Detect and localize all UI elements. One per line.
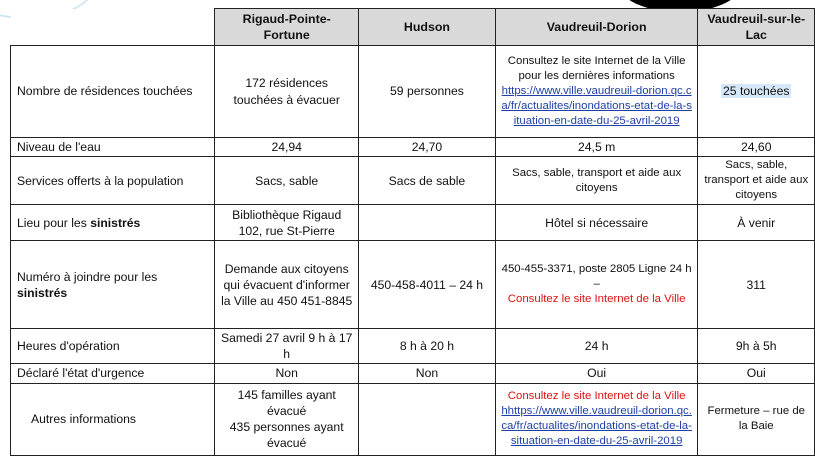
rigaud-autres-line2: 435 personnes ayant évacué [229, 420, 344, 451]
row-label-niveau: Niveau de l'eau [11, 138, 215, 157]
cell-vd-numero [495, 241, 698, 329]
cell-vsl-heures: 9h à 5h [698, 329, 815, 364]
lieu-label-bold: sinistrés [90, 215, 141, 230]
cell-vsl-niveau: 24,60 [698, 138, 815, 157]
header-rigaud: Rigaud-Pointe-Fortune [215, 9, 359, 46]
row-label-urgence: Déclaré l'état d'urgence [11, 364, 215, 383]
cell-rigaud-services: Sacs, sable [215, 157, 359, 205]
cell-vd-residences [495, 46, 698, 138]
row-services [11, 157, 815, 205]
cell-vd-services: Sacs, sable, transport et aide aux citoyens [495, 157, 698, 205]
cell-hudson-niveau: 24,70 [359, 138, 496, 157]
numero-label-bold: sinistrés [17, 285, 68, 300]
lieu-label-text: Lieu pour les [17, 215, 91, 230]
cell-rigaud-autres [215, 383, 359, 455]
cell-vd-heures: 24 h [495, 329, 698, 364]
vd-numero-red: Consultez le site Internet de la Ville [507, 293, 686, 306]
cell-rigaud-urgence: Non [215, 364, 359, 383]
vd-residences-text: Consultez le site Internet de la Ville pour les dernières informations [507, 54, 686, 82]
numero-label-text: Numéro à joindre pour les [17, 269, 158, 284]
row-lieu [11, 205, 815, 241]
cell-vsl-services: Sacs, sable, transport et aide aux citoyens [698, 157, 815, 205]
vd-autres-link[interactable]: hhttps://www.ville.vaudreuil-dorion.qc.ca/fr/actualites/inondations-etat-de-la-situation-en-date-du-25-avril-2019 [501, 404, 692, 448]
row-numero [11, 241, 815, 329]
cell-vd-lieu: Hôtel si nécessaire [495, 205, 698, 241]
row-niveau [11, 138, 815, 157]
rigaud-autres-line1: 145 familles ayant évacué [237, 387, 336, 418]
cell-hudson-heures: 8 h à 20 h [359, 329, 496, 364]
vd-numero-text: 450-455-3371, poste 2805 Ligne 24 h – [501, 263, 692, 291]
row-label-numero [11, 241, 215, 329]
cell-vsl-lieu: À venir [698, 205, 815, 241]
header-row [11, 9, 815, 46]
vd-autres-red: Consultez le site Internet de la Ville [507, 389, 686, 402]
flood-status-table [10, 8, 815, 456]
row-autres [11, 383, 815, 455]
cell-hudson-services: Sacs de sable [359, 157, 496, 205]
cell-rigaud-numero: Demande aux citoyens qui évacuent d'informer la Ville au 450 451-8845 [215, 241, 359, 329]
row-label-services: Services offerts à la population [11, 157, 215, 205]
header-hudson: Hudson [359, 9, 496, 46]
row-label-heures: Heures d'opération [11, 329, 215, 364]
cell-vd-autres [495, 383, 698, 455]
cell-rigaud-heures: Samedi 27 avril 9 h à 17 h [215, 329, 359, 364]
cell-rigaud-lieu: Bibliothèque Rigaud 102, rue St-Pierre [215, 205, 359, 241]
cell-vd-urgence: Oui [495, 364, 698, 383]
header-vaudreuil-sur-le-lac: Vaudreuil-sur-le-Lac [698, 9, 815, 46]
vd-residences-link[interactable]: https://www.ville.vaudreuil-dorion.qc.ca/fr/actualites/inondations-etat-de-la-situation-en-date-du-25-avril-2019 [501, 84, 692, 128]
cell-hudson-urgence: Non [359, 364, 496, 383]
row-label-residences: Nombre de résidences touchées [11, 46, 215, 138]
cell-vsl-urgence: Oui [698, 364, 815, 383]
row-residences [11, 46, 815, 138]
row-label-lieu [11, 205, 215, 241]
cell-vsl-autres: Fermeture – rue de la Baie [698, 383, 815, 455]
cell-hudson-lieu [359, 205, 496, 241]
cell-hudson-numero: 450-458-4011 – 24 h [359, 241, 496, 329]
header-vaudreuil-dorion: Vaudreuil-Dorion [495, 9, 698, 46]
row-urgence [11, 364, 815, 383]
cell-rigaud-residences: 172 résidences touchées à évacuer [215, 46, 359, 138]
cell-vsl-numero: 311 [698, 241, 815, 329]
cell-hudson-autres [359, 383, 496, 455]
header-blank-cell [11, 9, 215, 46]
cell-hudson-residences: 59 personnes [359, 46, 496, 138]
row-label-autres: Autres informations [11, 383, 215, 455]
row-heures [11, 329, 815, 364]
cell-rigaud-niveau: 24,94 [215, 138, 359, 157]
cell-vsl-residences [698, 46, 815, 138]
vsl-residences-highlight: 25 touchées [723, 84, 790, 99]
cell-vd-niveau: 24,5 m [495, 138, 698, 157]
